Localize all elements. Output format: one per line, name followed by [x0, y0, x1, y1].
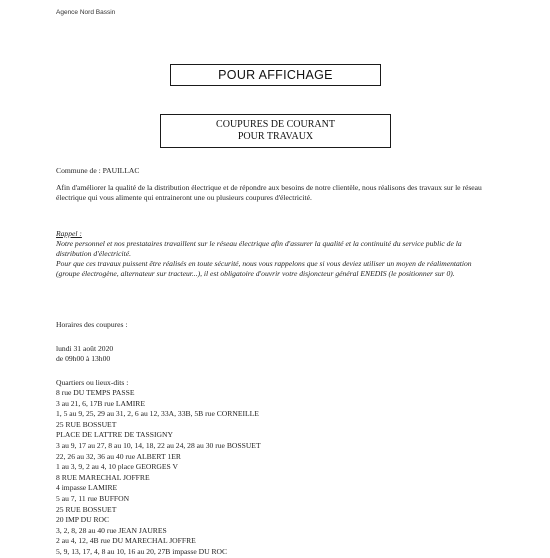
quartiers-heading: Quartiers ou lieux-dits : [56, 378, 129, 387]
list-item: 3 au 21, 6, 17B rue LAMIRE [56, 398, 146, 408]
list-item: PLACE DE LATTRE DE TASSIGNY [56, 430, 173, 440]
list-item: 20 IMP DU ROC [56, 515, 110, 525]
list-item: 5 au 7, 11 rue BUFFON [56, 493, 130, 503]
list-item: 22, 26 au 32, 36 au 40 rue ALBERT 1ER [56, 451, 181, 461]
list-item: 4 impasse LAMIRE [56, 483, 118, 493]
coupures-title-box [160, 114, 391, 148]
address-list [56, 388, 261, 558]
outage-date: lundi 31 août 2020 [56, 344, 114, 353]
rappel-heading: Rappel : [56, 229, 82, 238]
list-item: 3 au 9, 17 au 27, 8 au 10, 14, 18, 22 au 24, 28 au 30 rue BOSSUET [56, 440, 261, 450]
affichage-title-box [170, 64, 381, 86]
list-item: 8 rue DU TEMPS PASSE [56, 388, 135, 397]
list-item: 1, 5 au 9, 25, 29 au 31, 2, 6 au 12, 33A, 33B, 5B rue CORNEILLE [56, 409, 259, 419]
commune-line: Commune de : PAUILLAC [56, 166, 140, 175]
horaires-heading: Horaires des coupures : [56, 320, 128, 329]
agency-name: Agence Nord Bassin [56, 9, 116, 16]
list-item: 2 au 4, 12, 4B rue DU MARECHAL JOFFRE [56, 536, 196, 546]
list-item: 5, 9, 13, 17, 4, 8 au 10, 16 au 20, 27B impasse DU ROC [56, 546, 228, 556]
intro-paragraph: Afin d'améliorer la qualité de la distribution électrique et de répondre aux besoins de notre clientèle, nous réalisons des travaux sur le réseau électrique qui vous alimente qui entraineront une ou plusieurs coupures d'électricité. [56, 183, 482, 202]
list-item: 25 RUE BOSSUET [56, 504, 117, 514]
rappel-block [56, 239, 496, 279]
coupures-title-line1: COUPURES DE COURANT [216, 119, 335, 130]
coupures-title-line2: POUR TRAVAUX [237, 131, 314, 142]
list-item: 3, 2, 8, 28 au 40 rue JEAN JAURES [56, 525, 167, 535]
rappel-paragraph-2: Pour que ces travaux puissent être réalisés en toute sécurité, nous vous rappelons que si vous deviez utiliser un moyen de réalimentation (groupe électrogène, alternateur sur tracteur...), il est obligatoire d'ouvrir votre disjoncteur général ENEDIS (le positionner sur 0). [56, 259, 472, 278]
outage-hours: de 09h00 à 13h00 [56, 354, 111, 363]
list-item: 1 au 3, 9, 2 au 4, 10 place GEORGES V [56, 462, 178, 472]
list-item: 8 RUE MARECHAL JOFFRE [56, 472, 150, 482]
rappel-paragraph-1: Notre personnel et nos prestataires travaillent sur le réseau électrique afin d'assurer la qualité et la continuité du service public de la distribution d'électricité. [56, 239, 462, 258]
list-item: 25 RUE BOSSUET [56, 419, 117, 429]
affichage-title: POUR AFFICHAGE [218, 68, 333, 82]
